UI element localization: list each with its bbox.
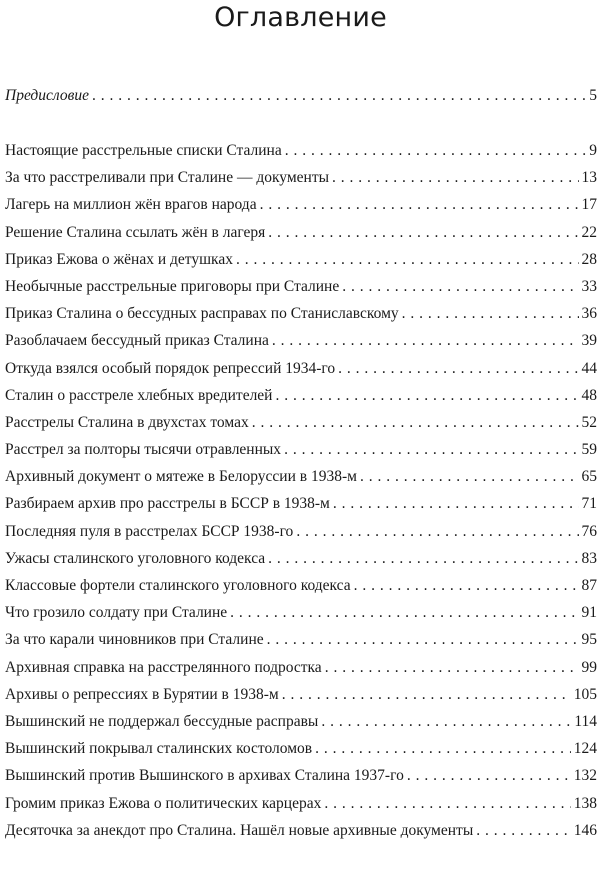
dot-leader [268,545,578,572]
toc-entry[interactable] [5,409,597,436]
toc-entry[interactable] [5,191,597,218]
toc-entry-label: Откуда взялся особый порядок репрессий 1934-го [5,359,336,377]
dot-leader [282,681,571,708]
toc-entry-label: Предисловие [5,87,89,104]
toc-entry-label: Разоблачаем бессудный приказ Сталина [5,332,269,350]
toc-entry-label: Приказ Сталина о бессудных расправах по Станиславскому [5,305,399,323]
toc-entry-label: Лагерь на миллион жён врагов народа [5,196,257,214]
toc-entry[interactable] [5,654,597,681]
dot-leader [284,436,578,463]
dot-leader [92,82,586,109]
toc-entry-label: Архивы о репрессиях в Бурятии в 1938-м [5,685,279,703]
toc-list [5,137,597,844]
toc-entry[interactable] [5,518,597,545]
toc-entry-label: Расстрел за полторы тысячи отравленных [5,441,282,459]
toc-entry[interactable] [5,708,597,735]
dot-leader [325,654,579,681]
toc-entry-label: Решение Сталина ссылать жён в лагеря [5,223,266,241]
toc-entry[interactable] [5,626,597,653]
dot-leader [230,599,578,626]
toc-entry-page: 76 [581,522,597,540]
dot-leader [402,300,579,327]
dot-leader [315,735,571,762]
toc-entry-page: 114 [574,712,597,730]
dot-leader [260,191,579,218]
toc-entry-page: 39 [581,332,597,350]
page-title: Оглавление [214,2,387,33]
toc-entry-label: Громим приказ Ежова о политических карцерах [5,794,322,812]
toc-entry-label: Вышинский против Вышинского в архивах Сталина 1937-го [5,767,404,785]
dot-leader [333,490,579,517]
toc-entry[interactable] [5,436,597,463]
toc-entry-page: 95 [581,631,597,649]
toc-entry-label: Ужасы сталинского уголовного кодекса [5,549,266,567]
dot-leader [324,790,570,817]
toc-entry-page: 83 [581,549,597,567]
toc-entry-label: Разбираем архив про расстрелы в БССР в 1938-м [5,495,330,513]
toc-entry[interactable] [5,735,597,762]
dot-leader [296,518,578,545]
toc-entry-label: Сталин о расстреле хлебных вредителей [5,386,273,404]
toc-entry-page: 91 [581,604,597,622]
toc-entry-page: 146 [573,821,597,839]
toc-entry[interactable] [5,463,597,490]
toc-entry-page: 138 [573,794,597,812]
dot-leader [360,463,579,490]
toc-entry[interactable] [5,572,597,599]
toc-entry-label: Классовые фортели сталинского уголовного кодекса [5,577,351,594]
toc-entry-page: 105 [573,685,597,703]
toc-entry-label: Приказ Ежова о жёнах и детушках [5,250,233,268]
dot-leader [321,708,571,735]
toc-entry-page: 33 [581,277,597,295]
toc-entry-label: Архивный документ о мятеже в Белоруссии в 1938-м [5,468,357,486]
toc-entry[interactable] [5,355,597,382]
dot-leader [342,273,578,300]
toc-entry-label: Настоящие расстрельные списки Сталина [5,142,282,159]
toc-entry[interactable] [5,681,597,708]
toc-entry[interactable] [5,382,597,409]
toc-entry[interactable] [5,790,597,817]
toc-entry[interactable] [5,762,597,789]
toc-entry-page: 99 [581,658,597,676]
toc-entry-page: 36 [581,305,597,323]
dot-leader [407,762,571,789]
toc-entry-label: Необычные расстрельные приговоры при Сталине [5,277,340,295]
dot-leader [338,355,578,382]
toc-entry-label: Вышинский не поддержал бессудные расправы [5,712,319,730]
toc-entry-label: За что карали чиновников при Сталине [5,631,264,649]
toc-entry-page: 22 [581,223,597,241]
toc-entry[interactable] [5,817,597,844]
toc-entry-page: 17 [581,196,597,214]
toc-entry-label: Что грозило солдату при Сталине [5,604,228,622]
toc-entry[interactable] [5,599,597,626]
dot-leader [476,817,571,844]
toc-entry[interactable] [5,545,597,572]
dot-leader [354,572,579,599]
toc-entry[interactable] [5,137,597,164]
toc-entry-label: Вышинский покрывал сталинских костоломов [5,740,313,758]
dot-leader [275,382,578,409]
toc-entry-label: Расстрелы Сталина в двухстах томах [5,413,249,431]
toc-entry[interactable] [5,273,597,300]
preface-list [5,82,597,109]
toc-entry[interactable] [5,164,597,191]
toc-entry[interactable] [5,327,597,354]
toc-entry-page: 87 [581,577,597,594]
toc-entry-label: Последняя пуля в расстрелах БССР 1938-го [5,522,294,540]
dot-leader [272,327,579,354]
toc-entry[interactable] [5,300,597,327]
toc-entry-page: 13 [581,169,597,187]
toc-entry-page: 9 [589,142,597,159]
toc-entry[interactable] [5,490,597,517]
toc-entry-page: 59 [581,441,597,459]
toc-entry-page: 28 [581,250,597,268]
toc-entry-page: 48 [581,386,597,404]
toc-entry-page: 124 [573,740,597,758]
toc-entry-page: 132 [573,767,597,785]
toc-entry-page: 5 [589,87,597,104]
toc-entry-page: 44 [581,359,597,377]
dot-leader [252,409,579,436]
toc-entry[interactable] [5,246,597,273]
dot-leader [268,219,578,246]
toc-entry-page: 65 [581,468,597,486]
dot-leader [267,626,579,653]
dot-leader [332,164,578,191]
toc-entry-page: 52 [581,413,597,431]
dot-leader [236,246,579,273]
toc-entry-label: Десяточка за анекдот про Сталина. Нашёл новые архивные документы [5,821,474,839]
toc-entry[interactable] [5,219,597,246]
toc-entry-label: Архивная справка на расстрелянного подростка [5,658,322,676]
toc-entry-label: За что расстреливали при Сталине — документы [5,169,330,187]
toc-entry-page: 71 [581,495,597,513]
toc-entry-preface[interactable] [5,82,597,109]
dot-leader [285,137,587,164]
